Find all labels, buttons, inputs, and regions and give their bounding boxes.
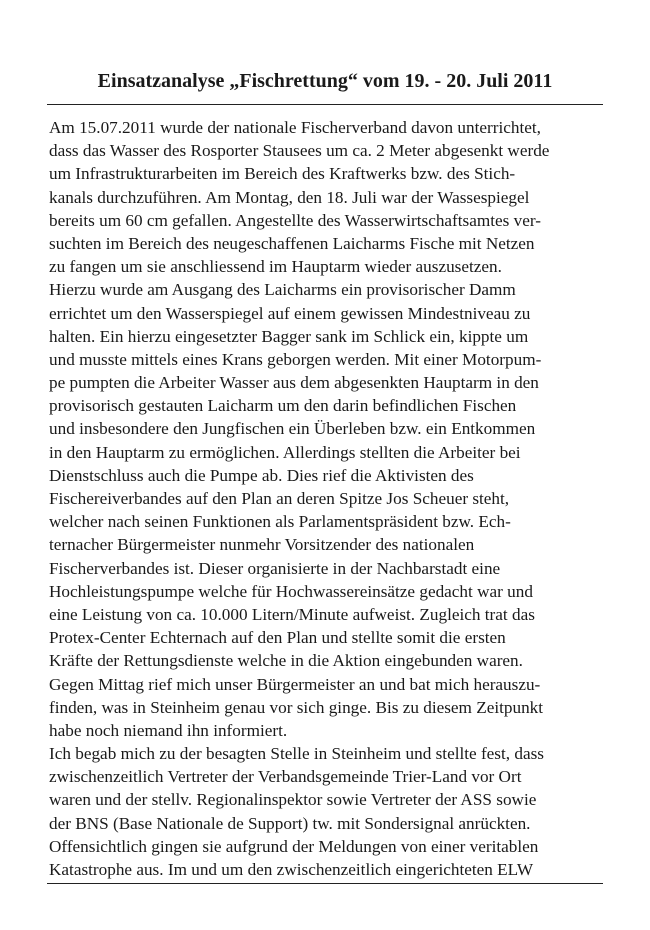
text-line: Gegen Mittag rief mich unser Bürgermeister an und bat mich herauszu- — [49, 674, 541, 694]
bottom-rule — [47, 883, 603, 884]
text-line: um Infrastrukturarbeiten im Bereich des Kraftwerks bzw. des Stich- — [49, 164, 516, 184]
text-line: Am 15.07.2011 wurde der nationale Fischerverband davon unterrichtet, — [49, 118, 541, 137]
text-line: bereits um 60 cm gefallen. Angestellte des Wasserwirtschaftsamtes ver- — [49, 210, 541, 230]
text-line: dass das Wasser des Rosporter Stausees um ca. 2 Meter abgesenkt werde — [49, 141, 550, 161]
text-line: ternacher Bürgermeister nunmehr Vorsitzender des nationalen — [49, 535, 475, 555]
text-line: Hierzu wurde am Ausgang des Laicharms ein provisorischer Damm — [49, 280, 516, 300]
text-line: welcher nach seinen Funktionen als Parlamentspräsident bzw. Ech- — [49, 512, 511, 532]
text-line: Fischerverbandes ist. Dieser organisierte in der Nachbarstadt eine — [49, 558, 501, 578]
text-line: Offensichtlich gingen sie aufgrund der Meldungen von einer veritablen — [49, 836, 539, 856]
text-line: habe noch niemand ihn informiert. — [49, 720, 288, 740]
text-line: waren und der stellv. Regionalinspektor sowie Vertreter der ASS sowie — [49, 790, 537, 810]
text-line: in den Hauptarm zu ermöglichen. Allerdings stellten die Arbeiter bei — [49, 442, 521, 462]
text-line: Ich begab mich zu der besagten Stelle in Steinheim und stellte fest, dass — [49, 744, 544, 764]
text-line: Fischereiverbandes auf den Plan an deren Spitze Jos Scheuer steht, — [49, 489, 510, 508]
text-line: zu fangen um sie anschliessend im Hauptarm wieder auszusetzen. — [49, 257, 502, 277]
text-line: und insbesondere den Jungfischen ein Überleben bzw. ein Entkommen — [49, 419, 536, 439]
text-line: eine Leistung von ca. 10.000 Litern/Minute aufweist. Zugleich trat das — [49, 604, 535, 624]
title-rule — [47, 104, 603, 105]
text-line: pe pumpten die Arbeiter Wasser aus dem abgesenkten Hauptarm in den — [49, 373, 539, 393]
text-line: kanals durchzuführen. Am Montag, den 18. Juli war der Wassespiegel — [49, 187, 530, 207]
text-line: finden, was in Steinheim genau vor sich ginge. Bis zu diesem Zeitpunkt — [49, 697, 544, 717]
text-line: Hochleistungspumpe welche für Hochwassereinsätze gedacht war und — [49, 581, 533, 601]
page-title: Einsatzanalyse „Fischrettung“ vom 19. - 20. Juli 2011 — [97, 70, 553, 92]
body-text — [49, 116, 619, 881]
text-line: zwischenzeitlich Vertreter der Verbandsgemeinde Trier-Land vor Ort — [49, 767, 522, 787]
text-line: suchten im Bereich des neugeschaffenen Laicharms Fische mit Netzen — [49, 233, 535, 253]
text-line: errichtet um den Wasserspiegel auf einem gewissen Mindestniveau zu — [49, 303, 531, 323]
text-line: halten. Ein hierzu eingesetzter Bagger sank im Schlick ein, kippte um — [49, 326, 529, 346]
text-line: Dienstschluss auch die Pumpe ab. Dies rief die Aktivisten des — [49, 465, 474, 485]
text-line: der BNS (Base Nationale de Support) tw. mit Sondersignal anrückten. — [49, 813, 531, 833]
text-line: provisorisch gestauten Laicharm um den darin befindlichen Fischen — [49, 396, 517, 416]
text-line: und musste mittels eines Krans geborgen werden. Mit einer Motorpum- — [49, 349, 542, 369]
text-line: Protex-Center Echternach auf den Plan und stellte somit die ersten — [49, 628, 506, 648]
text-line: Katastrophe aus. Im und um den zwischenzeitlich eingerichteten ELW — [49, 860, 534, 879]
text-line: Kräfte der Rettungsdienste welche in die Aktion eingebunden waren. — [49, 651, 523, 671]
